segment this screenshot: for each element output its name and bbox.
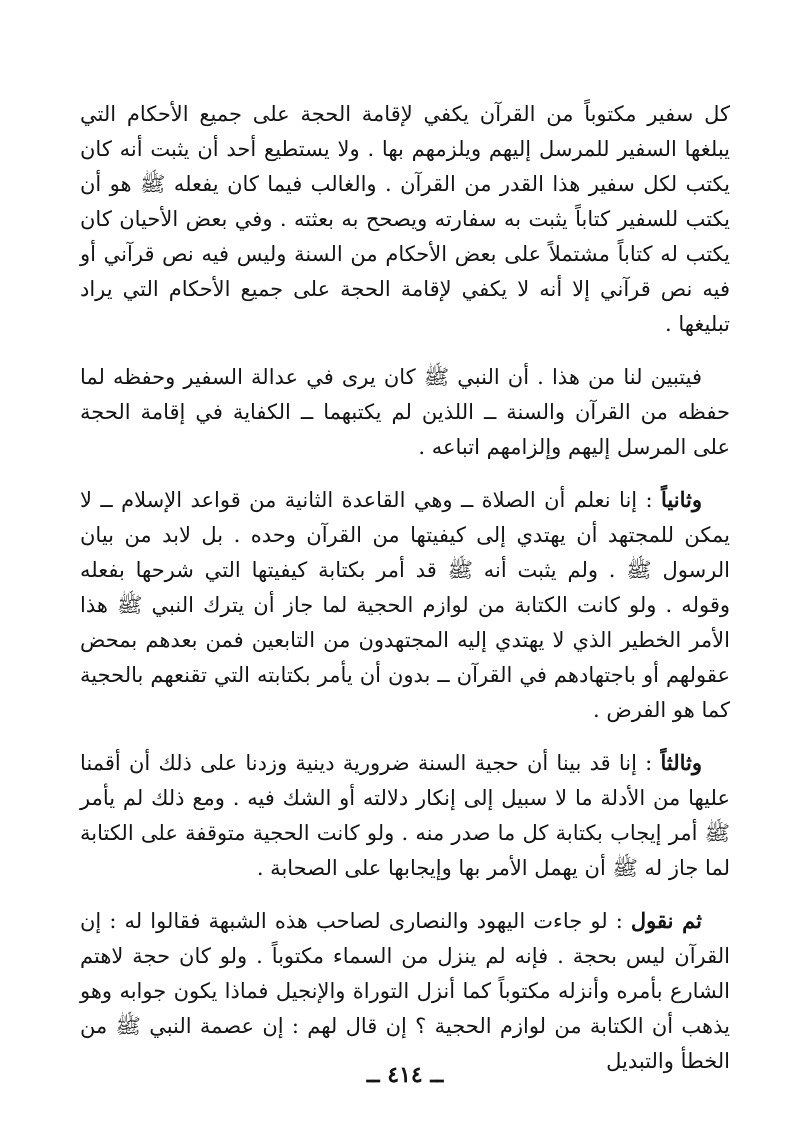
page-body xyxy=(80,96,730,1073)
paragraph-5 xyxy=(80,903,730,1079)
paragraph-5-lead: ثم نقول xyxy=(630,908,702,933)
page-number: ــ ٤١٤ ــ xyxy=(366,1062,444,1088)
paragraph-3-text: : إنا نعلم أن الصلاة ــ وهي القاعدة الثانية من قواعد الإسلام ــ لا يمكن للمجتهد أن يهتدي إلى كيفيتها من القرآن وحده . بل لابد من بيان الرسول ﷺ . ولم يثبت أنه ﷺ قد أمر بكتابة كيفيتها التي شرحها بفعله وقوله . ولو كانت الكتابة من لوازم الحجية لما جاز أن يترك النبي ﷺ هذا الأمر الخطير الذي لا يهتدي إليه المجتهدون من التابعين فمن بعدهم بمحض عقولهم أو باجتهادهم في القرآن ــ بدون أن يأمر بكتابته التي تقنعهم بالحجية كما هو الفرض . xyxy=(80,488,730,722)
paragraph-1 xyxy=(80,96,730,342)
paragraph-4-lead: وثالثاً xyxy=(660,750,702,775)
paragraph-5-text: : لو جاءت اليهود والنصارى لصاحب هذه الشبهة فقالوا له : إن القرآن ليس بحجة . فإنه لم ينزل من السماء مكتوباً . ولو كان حجة لاهتم الشارع بأمره وأنزله مكتوباً كما أنزل التوراة والإنجيل فماذا يكون جوابه وهو يذهب أن الكتابة من لوازم الحجية ؟ إن قال لهم : إن عصمة النبي ﷺ من الخطأ والتبديل xyxy=(80,909,730,1073)
paragraph-4-text: : إنا قد بينا أن حجية السنة ضرورية دينية وزدنا على ذلك أن أقمنا عليها من الأدلة ما لا سبيل إلى إنكار دلالته أو الشك فيه . ومع ذلك لم يأمر ﷺ أمر إيجاب بكتابة كل ما صدر منه . ولو كانت الحجية متوقفة على الكتابة لما جاز له ﷺ أن يهمل الأمر بها وإيجابها على الصحابة . xyxy=(80,751,730,880)
paragraph-3-lead: وثانياً xyxy=(661,487,702,512)
paragraph-4 xyxy=(80,745,730,886)
paragraph-2 xyxy=(80,359,730,465)
paragraph-3 xyxy=(80,482,730,728)
paragraph-1-text: كل سفير مكتوباً من القرآن يكفي لإقامة الحجة على جميع الأحكام التي يبلغها السفير للمرسل إليهم ويلزمهم بها . ولا يستطيع أحد أن يثبت أنه كان يكتب لكل سفير هذا القدر من القرآن . والغالب فيما كان يفعله ﷺ هو أن يكتب للسفير كتاباً يثبت به سفارته ويصحح به بعثته . وفي بعض الأحيان كان يكتب له كتاباً مشتملاً على بعض الأحكام من السنة وليس فيه نص قرآني أو فيه نص قرآني إلا أنه لا يكفي لإقامة الحجة على جميع الأحكام التي يراد تبليغها . xyxy=(80,102,730,336)
paragraph-2-text: فيتبين لنا من هذا . أن النبي ﷺ كان يرى في عدالة السفير وحفظه لما حفظه من القرآن والسنة ــ اللذين لم يكتبهما ــ الكفاية في إقامة الحجة على المرسل إليهم وإلزامهم اتباعه . xyxy=(80,365,730,459)
